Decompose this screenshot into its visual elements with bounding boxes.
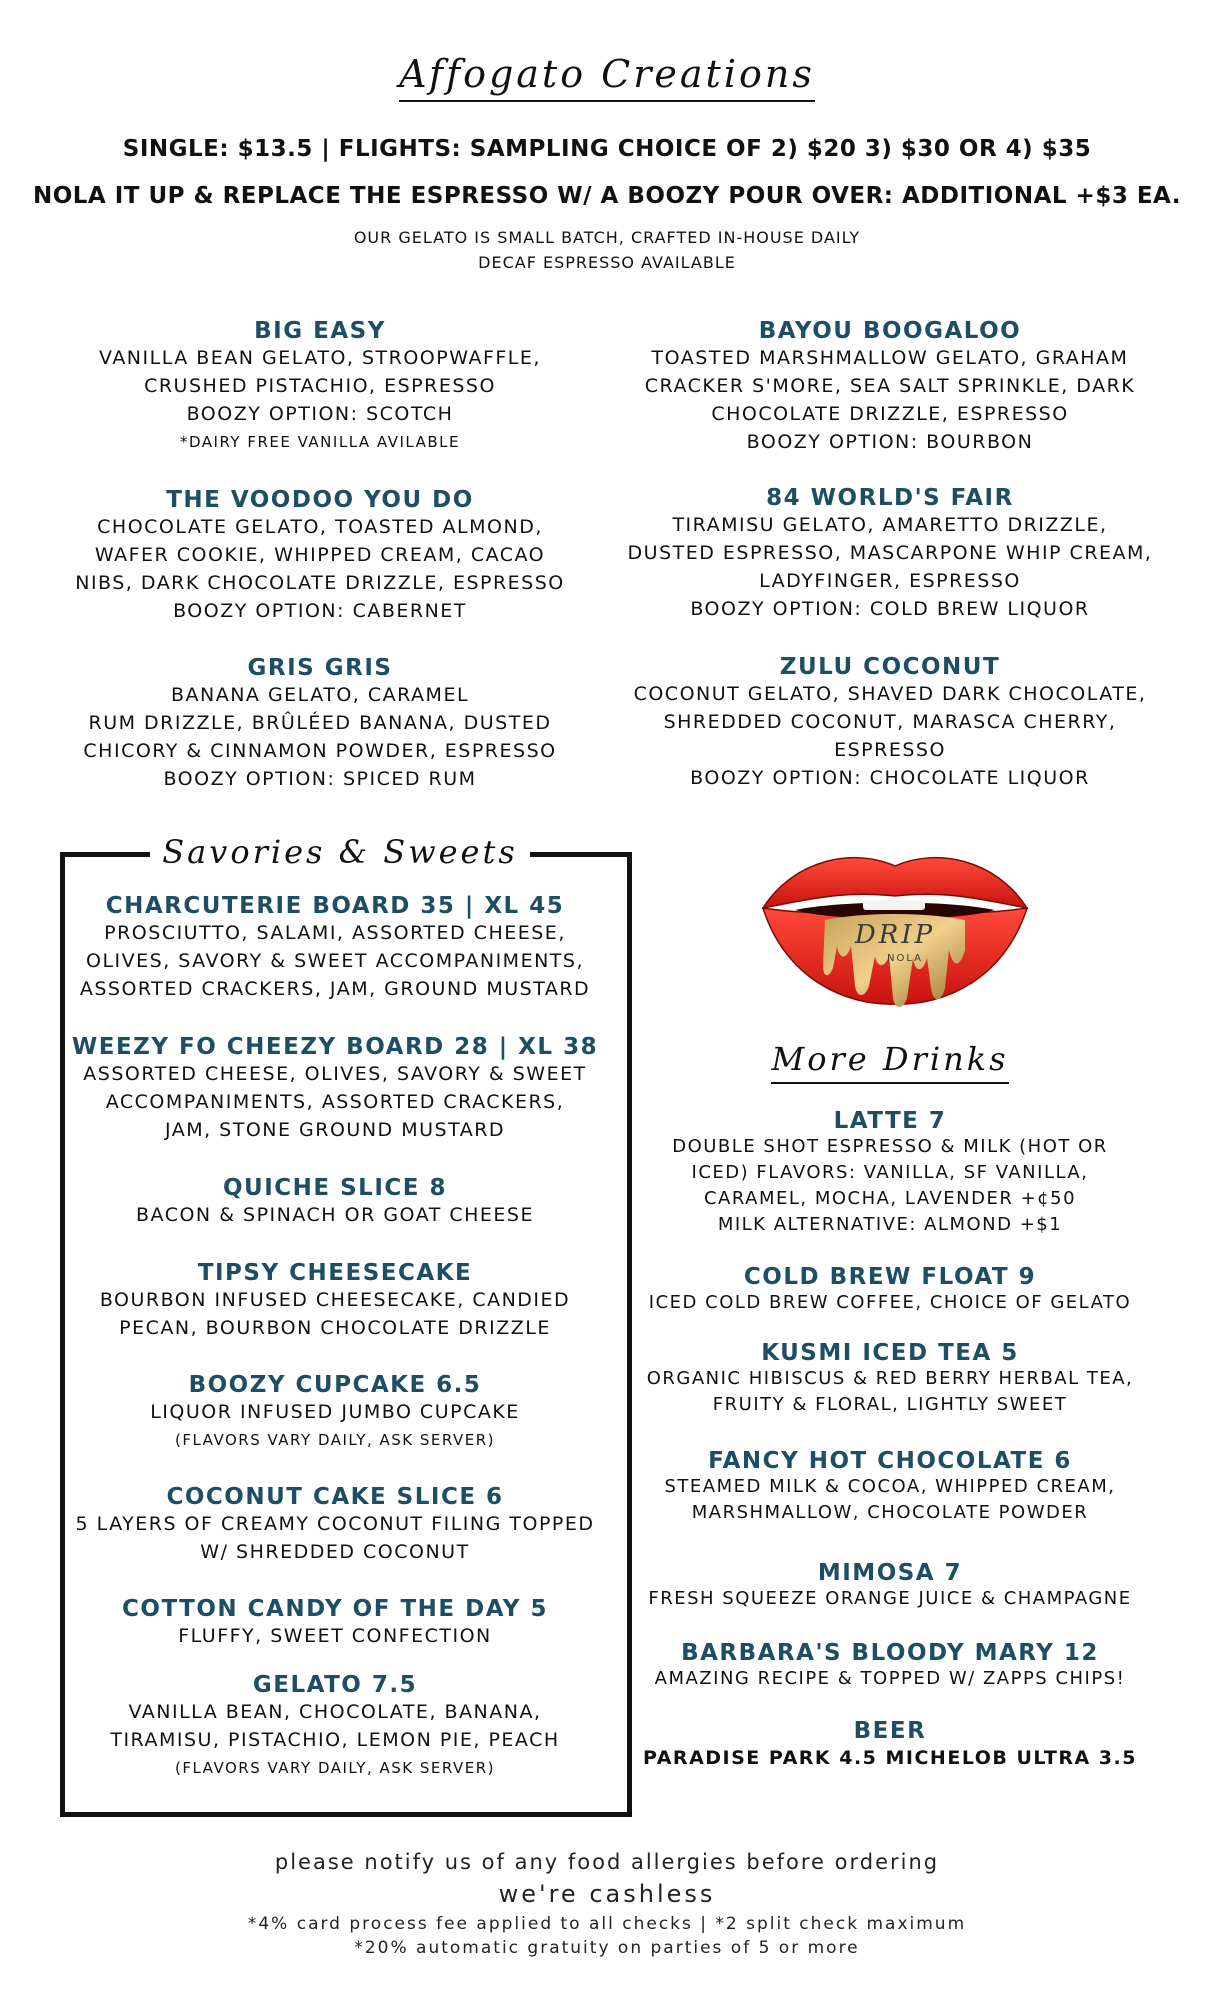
cashless-notice: we're cashless: [498, 1880, 716, 1908]
item-desc: OLIVES, SAVORY & SWEET ACCOMPANIMENTS,: [85, 950, 584, 972]
logo-text: DRIP: [854, 920, 936, 950]
item-name: KUSMI ICED TEA 5: [761, 1340, 1019, 1366]
lips-logo-icon: [755, 838, 1035, 1018]
item-name: QUICHE SLICE 8: [222, 1175, 447, 1201]
item-desc: DOUBLE SHOT ESPRESSO & MILK (HOT OR: [672, 1136, 1108, 1157]
item-name: TIPSY CHEESECAKE: [197, 1260, 473, 1286]
item-name: COTTON CANDY OF THE DAY 5: [122, 1596, 548, 1622]
item-desc: ICED COLD BREW COFFEE, CHOICE OF GELATO: [648, 1292, 1132, 1313]
menu-item-worlds-fair: [610, 485, 1170, 623]
affogato-title: Affogato Creations: [399, 52, 815, 102]
item-desc: CHICORY & CINNAMON POWDER, ESPRESSO: [83, 740, 557, 762]
item-desc: ASSORTED CHEESE, OLIVES, SAVORY & SWEET: [83, 1063, 587, 1085]
item-desc: BOOZY OPTION: SPICED RUM: [163, 768, 477, 790]
affogato-header: [0, 52, 1214, 96]
item-desc: ICED) FLAVORS: VANILLA, SF VANILLA,: [691, 1162, 1089, 1183]
item-desc: SHREDDED COCONUT, MARASCA CHERRY,: [663, 711, 1117, 733]
item-desc: BOOZY OPTION: CHOCOLATE LIQUOR: [690, 767, 1090, 789]
gratuity-notice: *20% automatic gratuity on parties of 5 or more: [354, 1938, 860, 1958]
item-desc: PECAN, BOURBON CHOCOLATE DRIZZLE: [119, 1317, 551, 1339]
item-desc: CHOCOLATE DRIZZLE, ESPRESSO: [711, 403, 1069, 425]
item-name: CHARCUTERIE BOARD 35 | XL 45: [105, 893, 565, 919]
card-fee-notice: *4% card process fee applied to all checks | *2 split check maximum: [247, 1914, 967, 1934]
item-name: BAYOU BOOGALOO: [758, 318, 1022, 344]
item-desc: PROSCIUTTO, SALAMI, ASSORTED CHEESE,: [104, 922, 566, 944]
item-name: COCONUT CAKE SLICE 6: [166, 1484, 504, 1510]
menu-item-cheesecake: [70, 1260, 600, 1342]
item-desc: MARSHMALLOW, CHOCOLATE POWDER: [691, 1502, 1089, 1523]
item-desc: ESPRESSO: [834, 739, 946, 761]
item-desc: ASSORTED CRACKERS, JAM, GROUND MUSTARD: [79, 978, 591, 1000]
menu-item-cotton-candy: [70, 1596, 600, 1650]
menu-item-mimosa: [640, 1560, 1140, 1612]
item-desc: LIQUOR INFUSED JUMBO CUPCAKE: [150, 1401, 520, 1423]
item-desc: BOOZY OPTION: CABERNET: [173, 600, 467, 622]
item-desc: VANILLA BEAN, CHOCOLATE, BANANA,: [128, 1701, 542, 1723]
item-name: FANCY HOT CHOCOLATE 6: [708, 1448, 1072, 1474]
item-desc: WAFER COOKIE, WHIPPED CREAM, CACAO: [94, 544, 546, 566]
item-desc: RUM DRIZZLE, BRÛLÉED BANANA, DUSTED: [88, 712, 552, 734]
item-desc: CHOCOLATE GELATO, TOASTED ALMOND,: [97, 516, 543, 538]
item-desc: COCONUT GELATO, SHAVED DARK CHOCOLATE,: [633, 683, 1147, 705]
menu-item-zulu-coconut: [610, 654, 1170, 792]
item-desc: BOURBON INFUSED CHEESECAKE, CANDIED: [99, 1289, 571, 1311]
item-desc: MILK ALTERNATIVE: ALMOND +$1: [717, 1214, 1063, 1235]
item-name: BOOZY CUPCAKE 6.5: [188, 1372, 482, 1398]
item-desc: LADYFINGER, ESPRESSO: [759, 570, 1021, 592]
item-desc: BOOZY OPTION: SCOTCH: [186, 403, 454, 425]
pricing-line: SINGLE: $13.5 | FLIGHTS: SAMPLING CHOICE OF 2) $20 3) $30 OR 4) $35: [122, 136, 1092, 162]
item-name: COLD BREW FLOAT 9: [743, 1264, 1037, 1290]
item-name: MIMOSA 7: [817, 1560, 963, 1586]
item-name: 84 WORLD'S FAIR: [766, 485, 1014, 511]
item-note: *DAIRY FREE VANILLA AVILABLE: [179, 433, 460, 451]
item-name: WEEZY FO CHEEZY BOARD 28 | XL 38: [71, 1034, 599, 1060]
item-desc: PARADISE PARK 4.5 MICHELOB ULTRA 3.5: [643, 1747, 1137, 1769]
item-name: ZULU COCONUT: [779, 654, 1001, 680]
menu-item-latte: [640, 1108, 1140, 1238]
menu-item-gelato: [70, 1672, 600, 1782]
menu-item-voodoo: [40, 487, 600, 625]
item-desc: BOOZY OPTION: BOURBON: [746, 431, 1034, 453]
item-desc: ACCOMPANIMENTS, ASSORTED CRACKERS,: [105, 1091, 565, 1113]
item-name: BIG EASY: [254, 318, 386, 344]
item-note: (FLAVORS VARY DAILY, ASK SERVER): [175, 1431, 495, 1449]
logo-subtext: NOLA: [887, 953, 923, 964]
item-desc: CRACKER S'MORE, SEA SALT SPRINKLE, DARK: [644, 375, 1136, 397]
item-name: BEER: [853, 1718, 927, 1744]
item-desc: FLUFFY, SWEET CONFECTION: [178, 1625, 492, 1647]
gelato-note: OUR GELATO IS SMALL BATCH, CRAFTED IN-HOUSE DAILY: [353, 228, 861, 247]
item-desc: W/ SHREDDED COCONUT: [200, 1541, 470, 1563]
item-desc: FRESH SQUEEZE ORANGE JUICE & CHAMPAGNE: [648, 1588, 1132, 1609]
item-name: GELATO 7.5: [252, 1672, 418, 1698]
item-desc: AMAZING RECIPE & TOPPED W/ ZAPPS CHIPS!: [654, 1668, 1126, 1689]
drip-nola-logo: [755, 838, 1035, 1018]
menu-item-cold-brew: [640, 1264, 1140, 1316]
decaf-note: DECAF ESPRESSO AVAILABLE: [478, 253, 736, 272]
item-desc: CARAMEL, MOCHA, LAVENDER +¢50: [703, 1188, 1077, 1209]
nola-line: NOLA IT UP & REPLACE THE ESPRESSO W/ A BOOZY POUR OVER: ADDITIONAL +$3 EA.: [32, 183, 1182, 209]
item-desc: VANILLA BEAN GELATO, STROOPWAFFLE,: [99, 347, 541, 369]
item-name: BARBARA'S BLOODY MARY 12: [681, 1640, 1099, 1666]
menu-item-bayou-boogaloo: [610, 318, 1170, 456]
item-desc: NIBS, DARK CHOCOLATE DRIZZLE, ESPRESSO: [75, 572, 565, 594]
item-note: (FLAVORS VARY DAILY, ASK SERVER): [175, 1759, 495, 1777]
item-name: GRIS GRIS: [247, 655, 393, 681]
menu-item-big-easy: [40, 318, 600, 456]
item-desc: ORGANIC HIBISCUS & RED BERRY HERBAL TEA,: [646, 1368, 1134, 1389]
menu-item-quiche: [70, 1175, 600, 1229]
menu-item-cupcake: [70, 1372, 600, 1454]
item-desc: TIRAMISU, PISTACHIO, LEMON PIE, PEACH: [110, 1729, 560, 1751]
item-desc: TIRAMISU GELATO, AMARETTO DRIZZLE,: [672, 514, 1108, 536]
item-desc: TOASTED MARSHMALLOW GELATO, GRAHAM: [651, 347, 1129, 369]
menu-item-weezy: [70, 1034, 600, 1144]
menu-item-hot-chocolate: [640, 1448, 1140, 1526]
allergy-notice: please notify us of any food allergies before ordering: [274, 1850, 940, 1874]
item-name: THE VOODOO YOU DO: [166, 487, 474, 513]
item-desc: BACON & SPINACH OR GOAT CHEESE: [136, 1204, 534, 1226]
savories-title: Savories & Sweets: [162, 833, 518, 871]
item-desc: 5 LAYERS OF CREAMY COCONUT FILING TOPPED: [75, 1513, 595, 1535]
item-desc: BOOZY OPTION: COLD BREW LIQUOR: [690, 598, 1090, 620]
menu-item-charcuterie: [70, 893, 600, 1003]
menu-item-bloody-mary: [640, 1640, 1140, 1692]
drinks-title: More Drinks: [771, 1040, 1008, 1084]
menu-item-beer: [640, 1718, 1140, 1772]
item-desc: FRUITY & FLORAL, LIGHTLY SWEET: [712, 1394, 1068, 1415]
item-desc: BANANA GELATO, CARAMEL: [170, 684, 470, 706]
item-desc: DUSTED ESPRESSO, MASCARPONE WHIP CREAM,: [627, 542, 1153, 564]
item-desc: JAM, STONE GROUND MUSTARD: [164, 1119, 506, 1141]
item-desc: CRUSHED PISTACHIO, ESPRESSO: [144, 375, 496, 397]
drinks-header: [640, 1040, 1140, 1078]
savories-header: [150, 832, 530, 872]
item-desc: STEAMED MILK & COCOA, WHIPPED CREAM,: [664, 1476, 1116, 1497]
menu-item-kusmi: [640, 1340, 1140, 1418]
menu-item-coconut-cake: [70, 1484, 600, 1566]
item-name: LATTE 7: [833, 1108, 947, 1134]
menu-item-gris-gris: [40, 655, 600, 793]
